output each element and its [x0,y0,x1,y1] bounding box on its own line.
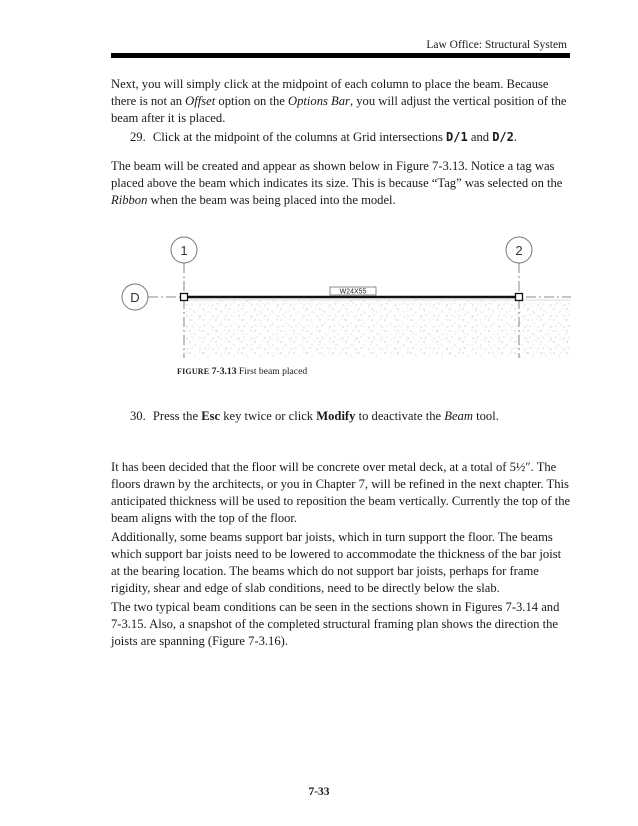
p2-text-1: The beam will be created and appear as shown below in Figure 7-3.13. Notice a tag was placed above the beam which indicates its size. This is because “Tag” was selected on the [111,159,563,190]
step-29-text-2: and [467,130,493,144]
paragraph-intro [111,76,571,127]
step-30-text-3: to deactivate the [355,409,445,423]
paragraph-beam-conditions: The two typical beam conditions can be seen in the sections shown in Figures 7-3.14 and 7-3.15. Also, a snapshot of the completed structural framing plan shows the direction the joists are spanning (Figure 7-3.16). [111,600,560,648]
step-29 [130,129,570,146]
figure-first-beam [111,230,571,365]
p2-text-2: when the beam was being placed into the model. [147,193,396,207]
step-30-number: 30. [130,409,146,423]
p1-text-2: option on the [215,94,289,108]
step-30-text-4: tool. [472,409,499,423]
step-29-number: 29. [130,130,146,144]
figure-caption [177,366,307,377]
p1-text-3: , you will adjust the vertical position of the beam after it is placed. [111,94,567,125]
page-number: 7-33 [308,786,330,798]
step-29-d2: D/2 [492,130,514,144]
caption-number: 7-3.13 [211,366,237,377]
grid-label-2: 2 [515,243,523,258]
beam-tag-label: W24X55 [339,288,367,296]
step-30-modify-term: Modify [316,409,356,423]
floor-hatch-secondary [186,300,571,358]
step-30-text-2: key twice or click [220,409,317,423]
column-d1 [181,294,188,301]
step-29-text-3: . [513,130,518,144]
paragraph-beam-created [111,158,571,209]
column-d2 [516,294,523,301]
step-29-d1: D/1 [446,130,468,144]
step-30-beam-term: Beam [444,409,473,423]
paragraph-bar-joists: Additionally, some beams support bar joists, which in turn support the floor. The beams which support bar joists need to be lowered to accommodate the thickness of the bar joist at the bearing location. The beams which do not support bar joists, perhaps for frame rigidity, shear and edge of slab conditions, need to be directly below the slab. [111,530,562,595]
step-30 [130,408,570,425]
step-29-text-1: Click at the midpoint of the columns at Grid intersections [152,130,447,144]
p1-text-1: Next, you will simply click at the midpoint of each column to place the beam. Because there is not an [111,77,549,108]
p2-ribbon-term: Ribbon [111,193,148,207]
grid-label-1: 1 [180,243,188,258]
beam-plan-drawing [111,230,571,360]
p1-options-bar-term: Options Bar [288,94,350,108]
running-header: Law Office: Structural System [426,39,567,51]
grid-label-d: D [130,290,140,305]
step-30-text-1: Press the [152,409,202,423]
p1-offset-term: Offset [185,94,216,108]
step-30-esc-key: Esc [201,409,221,423]
caption-label: FIGURE [177,367,210,376]
paragraph-floor-thickness: It has been decided that the floor will be concrete over metal deck, at a total of 5½″. The floors drawn by the architects, or you in Chapter 7, will be refined in the next chapter. This anticipated thickness will be used to reposition the beam vertically. Currently the top of the beam aligns with the top of the floor. [111,460,571,525]
header-rule [111,53,570,58]
caption-text: First beam placed [238,366,308,377]
